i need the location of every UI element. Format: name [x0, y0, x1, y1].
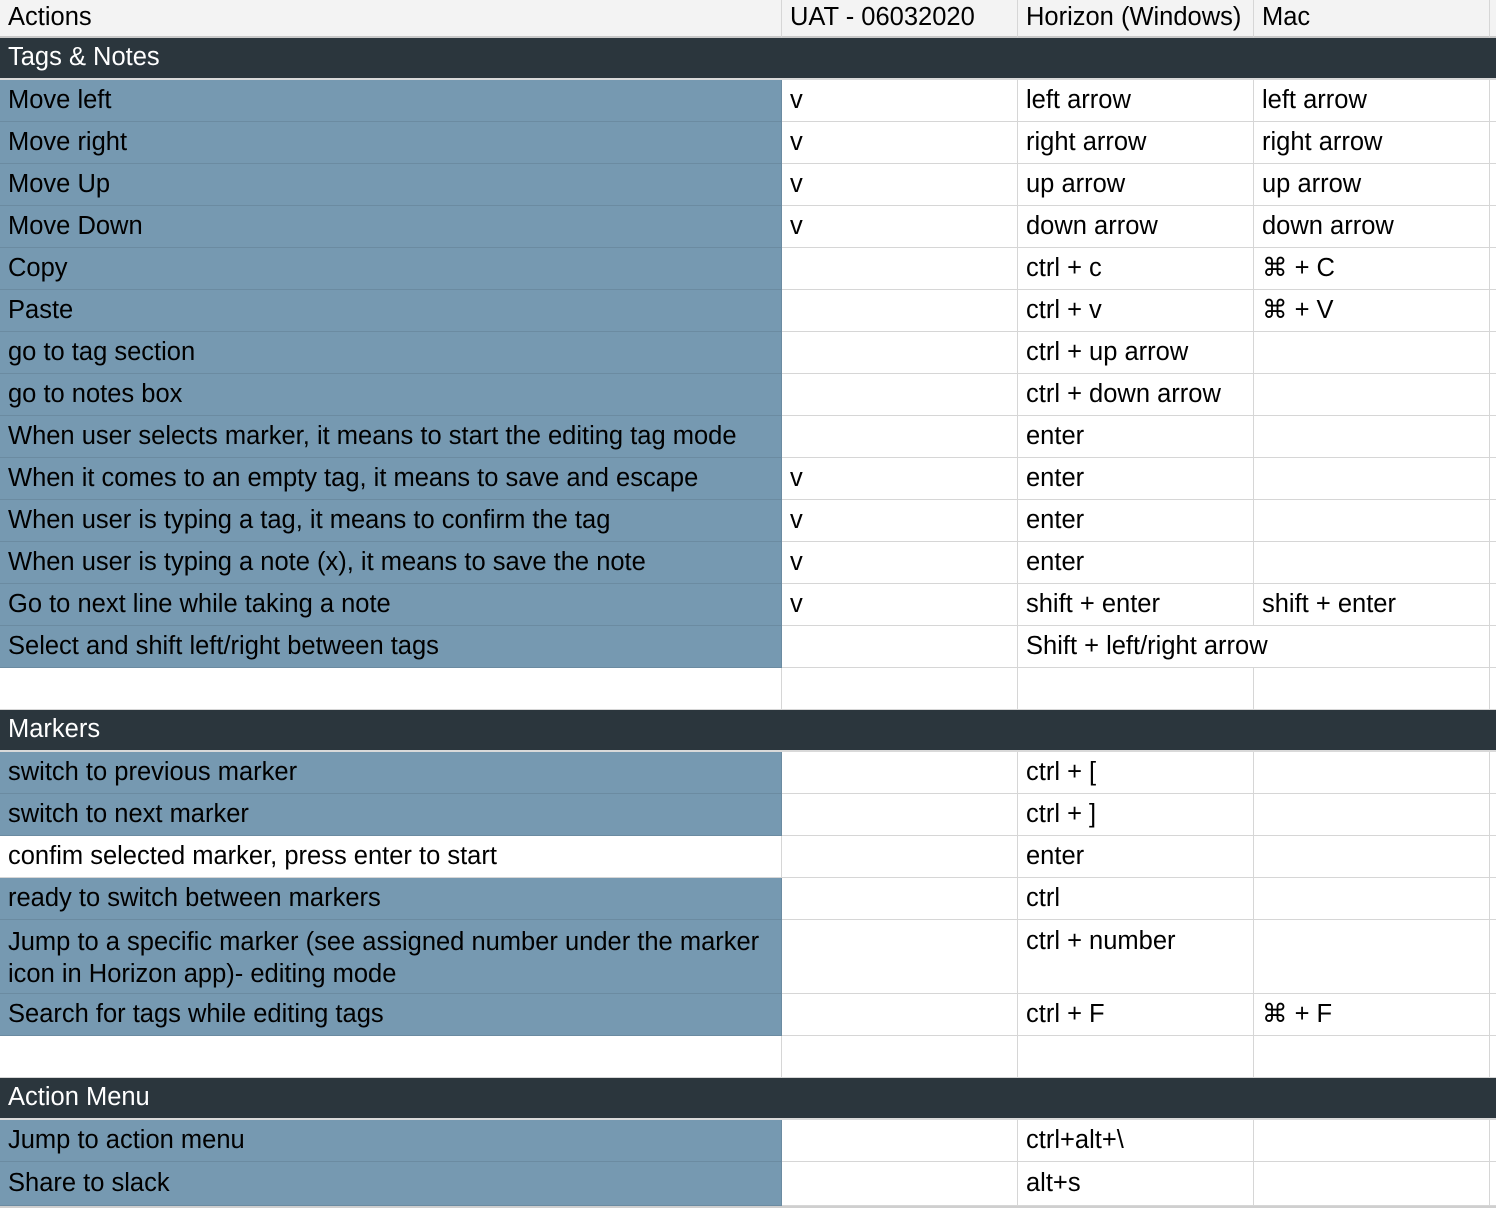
uat-cell[interactable]	[782, 752, 1018, 794]
uat-cell[interactable]	[782, 994, 1018, 1036]
extra-cell[interactable]	[1490, 752, 1496, 794]
table-row	[0, 290, 1496, 332]
extra-cell[interactable]	[1490, 332, 1496, 374]
uat-cell[interactable]	[782, 836, 1018, 878]
action-cell[interactable]: Jump to a specific marker (see assigned number under the marker icon in Horizon app)- editing mode	[0, 920, 782, 994]
table-row	[0, 994, 1496, 1036]
section-title[interactable]: Tags & Notes	[0, 38, 1496, 80]
mac-shortcut-cell[interactable]: right arrow	[1254, 122, 1490, 164]
mac-shortcut-cell[interactable]	[1254, 332, 1490, 374]
table-row	[0, 542, 1496, 584]
mac-shortcut-cell[interactable]: ⌘ + C	[1254, 248, 1490, 290]
action-cell[interactable]: ready to switch between markers	[0, 878, 782, 920]
table-row	[0, 584, 1496, 626]
mac-shortcut-cell[interactable]	[1254, 416, 1490, 458]
empty-cell[interactable]	[1018, 668, 1254, 710]
uat-cell[interactable]: v	[782, 80, 1018, 122]
mac-shortcut-cell[interactable]	[1254, 374, 1490, 416]
table-row	[0, 626, 1496, 668]
header-row	[0, 0, 1496, 38]
header-mac[interactable]: Mac	[1254, 0, 1490, 38]
windows-shortcut-cell[interactable]: ctrl + number	[1018, 920, 1254, 994]
action-cell[interactable]: Paste	[0, 290, 782, 332]
table-row	[0, 164, 1496, 206]
windows-shortcut-cell[interactable]: ctrl + c	[1018, 248, 1254, 290]
action-cell[interactable]: Move Down	[0, 206, 782, 248]
uat-cell[interactable]	[782, 626, 1018, 668]
section-title[interactable]: Markers	[0, 710, 1496, 752]
windows-shortcut-cell[interactable]: ctrl+alt+\	[1018, 1120, 1254, 1162]
extra-cell[interactable]	[1490, 542, 1496, 584]
mac-shortcut-cell[interactable]	[1254, 1162, 1490, 1206]
windows-shortcut-cell[interactable]: ctrl + down arrow	[1018, 374, 1254, 416]
header-extra[interactable]	[1490, 0, 1496, 38]
extra-cell[interactable]	[1490, 794, 1496, 836]
table-row	[0, 458, 1496, 500]
table-row	[0, 794, 1496, 836]
uat-cell[interactable]	[782, 374, 1018, 416]
empty-cell[interactable]	[1254, 668, 1490, 710]
extra-cell[interactable]	[1490, 920, 1496, 994]
windows-shortcut-cell[interactable]: ctrl + F	[1018, 994, 1254, 1036]
extra-cell[interactable]	[1490, 994, 1496, 1036]
empty-cell[interactable]	[0, 668, 782, 710]
table-row	[0, 248, 1496, 290]
table-row	[0, 416, 1496, 458]
windows-shortcut-cell[interactable]: shift + enter	[1018, 584, 1254, 626]
windows-shortcut-cell[interactable]: enter	[1018, 542, 1254, 584]
mac-shortcut-cell[interactable]	[1254, 542, 1490, 584]
windows-shortcut-cell[interactable]: ctrl + up arrow	[1018, 332, 1254, 374]
extra-cell[interactable]	[1490, 374, 1496, 416]
table-row	[0, 80, 1496, 122]
windows-shortcut-cell[interactable]: up arrow	[1018, 164, 1254, 206]
action-cell[interactable]: Go to next line while taking a note	[0, 584, 782, 626]
empty-row	[0, 1036, 1496, 1078]
uat-cell[interactable]: v	[782, 584, 1018, 626]
uat-cell[interactable]: v	[782, 542, 1018, 584]
windows-shortcut-cell[interactable]: right arrow	[1018, 122, 1254, 164]
windows-shortcut-cell[interactable]: ctrl + ]	[1018, 794, 1254, 836]
action-cell[interactable]: Select and shift left/right between tags	[0, 626, 782, 668]
extra-cell[interactable]	[1490, 1120, 1496, 1162]
action-cell[interactable]: When it comes to an empty tag, it means to save and escape	[0, 458, 782, 500]
uat-cell[interactable]	[782, 1162, 1018, 1206]
table-row	[0, 332, 1496, 374]
action-cell[interactable]: confim selected marker, press enter to start	[0, 836, 782, 878]
empty-cell[interactable]	[1254, 1036, 1490, 1078]
windows-shortcut-cell[interactable]: Shift + left/right arrow	[1018, 626, 1490, 668]
section-action-menu	[0, 1078, 1496, 1120]
extra-cell[interactable]	[1490, 80, 1496, 122]
windows-shortcut-cell[interactable]: alt+s	[1018, 1162, 1254, 1206]
extra-cell[interactable]	[1490, 584, 1496, 626]
uat-cell[interactable]	[782, 416, 1018, 458]
header-windows[interactable]: Horizon (Windows)	[1018, 0, 1254, 38]
action-cell[interactable]: Share to slack	[0, 1162, 782, 1206]
extra-cell[interactable]	[1490, 416, 1496, 458]
empty-cell[interactable]	[782, 1036, 1018, 1078]
mac-shortcut-cell[interactable]	[1254, 458, 1490, 500]
action-cell[interactable]: switch to next marker	[0, 794, 782, 836]
mac-shortcut-cell[interactable]: ⌘ + F	[1254, 994, 1490, 1036]
action-cell[interactable]: go to tag section	[0, 332, 782, 374]
uat-cell[interactable]	[782, 248, 1018, 290]
empty-row	[0, 668, 1496, 710]
table-row	[0, 1162, 1496, 1206]
extra-cell[interactable]	[1490, 1162, 1496, 1206]
mac-shortcut-cell[interactable]	[1254, 500, 1490, 542]
table-row	[0, 122, 1496, 164]
action-cell[interactable]: Search for tags while editing tags	[0, 994, 782, 1036]
empty-cell[interactable]	[1018, 1036, 1254, 1078]
windows-shortcut-cell[interactable]: ctrl + v	[1018, 290, 1254, 332]
header-actions[interactable]: Actions	[0, 0, 782, 38]
action-cell[interactable]: go to notes box	[0, 374, 782, 416]
table-row	[0, 836, 1496, 878]
mac-shortcut-cell[interactable]: up arrow	[1254, 164, 1490, 206]
section-title[interactable]: Action Menu	[0, 1078, 1496, 1120]
mac-shortcut-cell[interactable]	[1254, 1120, 1490, 1162]
windows-shortcut-cell[interactable]: ctrl	[1018, 878, 1254, 920]
action-cell[interactable]: When user is typing a note (x), it means to save the note	[0, 542, 782, 584]
extra-cell[interactable]	[1490, 500, 1496, 542]
windows-shortcut-cell[interactable]: enter	[1018, 836, 1254, 878]
extra-cell[interactable]	[1490, 458, 1496, 500]
action-cell[interactable]: When user is typing a tag, it means to confirm the tag	[0, 500, 782, 542]
uat-cell[interactable]: v	[782, 500, 1018, 542]
windows-shortcut-cell[interactable]: ctrl + [	[1018, 752, 1254, 794]
mac-shortcut-cell[interactable]	[1254, 752, 1490, 794]
mac-shortcut-cell[interactable]: left arrow	[1254, 80, 1490, 122]
uat-cell[interactable]	[782, 878, 1018, 920]
table-row	[0, 920, 1496, 994]
table-row	[0, 752, 1496, 794]
action-cell[interactable]: Move Up	[0, 164, 782, 206]
empty-cell[interactable]	[1490, 1036, 1496, 1078]
table-row	[0, 878, 1496, 920]
uat-cell[interactable]	[782, 1120, 1018, 1162]
extra-cell[interactable]	[1490, 836, 1496, 878]
extra-cell[interactable]	[1490, 206, 1496, 248]
windows-shortcut-cell[interactable]: down arrow	[1018, 206, 1254, 248]
extra-cell[interactable]	[1490, 248, 1496, 290]
action-cell[interactable]: Move right	[0, 122, 782, 164]
empty-cell[interactable]	[1490, 668, 1496, 710]
mac-shortcut-cell[interactable]: down arrow	[1254, 206, 1490, 248]
action-cell[interactable]: Copy	[0, 248, 782, 290]
grid-divider	[0, 1206, 1496, 1208]
action-cell[interactable]: switch to previous marker	[0, 752, 782, 794]
windows-shortcut-cell[interactable]: left arrow	[1018, 80, 1254, 122]
extra-cell[interactable]	[1490, 122, 1496, 164]
action-cell[interactable]: When user selects marker, it means to start the editing tag mode	[0, 416, 782, 458]
uat-cell[interactable]: v	[782, 122, 1018, 164]
windows-shortcut-cell[interactable]: enter	[1018, 416, 1254, 458]
table-row	[0, 374, 1496, 416]
table-row	[0, 206, 1496, 248]
mac-shortcut-cell[interactable]	[1254, 794, 1490, 836]
empty-cell[interactable]	[782, 668, 1018, 710]
action-cell[interactable]: Jump to action menu	[0, 1120, 782, 1162]
uat-cell[interactable]	[782, 290, 1018, 332]
uat-cell[interactable]: v	[782, 206, 1018, 248]
uat-cell[interactable]	[782, 332, 1018, 374]
mac-shortcut-cell[interactable]: ⌘ + V	[1254, 290, 1490, 332]
header-uat[interactable]: UAT - 06032020	[782, 0, 1018, 38]
uat-cell[interactable]: v	[782, 164, 1018, 206]
windows-shortcut-cell[interactable]: enter	[1018, 458, 1254, 500]
extra-cell[interactable]	[1490, 878, 1496, 920]
table-row	[0, 500, 1496, 542]
mac-shortcut-cell[interactable]	[1254, 920, 1490, 994]
action-cell[interactable]: Move left	[0, 80, 782, 122]
extra-cell[interactable]	[1490, 164, 1496, 206]
mac-shortcut-cell[interactable]: shift + enter	[1254, 584, 1490, 626]
empty-cell[interactable]	[0, 1036, 782, 1078]
section-tags-notes	[0, 38, 1496, 80]
extra-cell[interactable]	[1490, 290, 1496, 332]
windows-shortcut-cell[interactable]: enter	[1018, 500, 1254, 542]
section-markers	[0, 710, 1496, 752]
uat-cell[interactable]	[782, 794, 1018, 836]
uat-cell[interactable]: v	[782, 458, 1018, 500]
mac-shortcut-cell[interactable]	[1254, 878, 1490, 920]
uat-cell[interactable]	[782, 920, 1018, 994]
extra-cell[interactable]	[1490, 626, 1496, 668]
mac-shortcut-cell[interactable]	[1254, 836, 1490, 878]
table-row	[0, 1120, 1496, 1162]
